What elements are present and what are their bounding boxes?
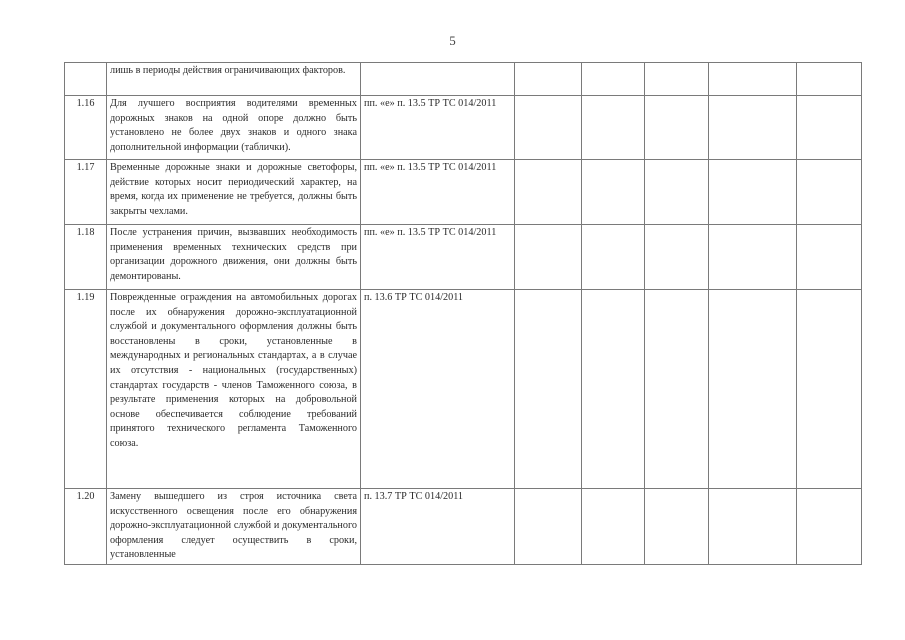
reference-text <box>361 63 515 96</box>
table-row <box>65 63 862 96</box>
empty-cell <box>709 96 797 160</box>
reference-text: пп. «е» п. 13.5 ТР ТС 014/2011 <box>361 96 515 160</box>
row-number <box>65 63 107 96</box>
reference-text: пп. «е» п. 13.5 ТР ТС 014/2011 <box>361 160 515 225</box>
empty-cell <box>515 489 582 565</box>
reference-text: п. 13.6 ТР ТС 014/2011 <box>361 290 515 489</box>
requirement-text: Временные дорожные знаки и дорожные светофоры, действие которых носит периодический характер, на время, когда их применение не требуется, должны быть закрыты чехлами. <box>107 160 361 225</box>
empty-cell <box>797 96 862 160</box>
reference-text: пп. «е» п. 13.5 ТР ТС 014/2011 <box>361 225 515 290</box>
empty-cell <box>709 225 797 290</box>
row-number: 1.20 <box>65 489 107 565</box>
empty-cell <box>645 225 709 290</box>
row-number: 1.16 <box>65 96 107 160</box>
empty-cell <box>582 160 645 225</box>
table-row <box>65 160 862 225</box>
empty-cell <box>582 225 645 290</box>
empty-cell <box>515 63 582 96</box>
empty-cell <box>645 290 709 489</box>
requirement-text: После устранения причин, вызвавших необходимость применения временных технических средств при организации дорожного движения, они должны быть демонтированы. <box>107 225 361 290</box>
empty-cell <box>645 489 709 565</box>
empty-cell <box>709 489 797 565</box>
reference-text: п. 13.7 ТР ТС 014/2011 <box>361 489 515 565</box>
empty-cell <box>709 160 797 225</box>
table-row <box>65 489 862 565</box>
row-number: 1.18 <box>65 225 107 290</box>
requirements-table <box>64 62 862 565</box>
requirement-text: Поврежденные ограждения на автомобильных дорогах после их обнаружения дорожно-эксплуатационной службой и документального оформления должны быть восстановлены в сроки, установленные в международных и региональных стандартах, а в случае их отсутствия - национальных (государственных) стандартах государств - членов Таможенного союза, в результате применения которых на добровольной основе обеспечивается соблюдение требований принятого технического регламента Таможенного союза. <box>107 290 361 489</box>
page-number: 5 <box>449 33 456 48</box>
empty-cell <box>515 160 582 225</box>
empty-cell <box>515 290 582 489</box>
empty-cell <box>709 63 797 96</box>
empty-cell <box>645 63 709 96</box>
requirement-text: лишь в периоды действия ограничивающих факторов. <box>107 63 361 96</box>
table-row <box>65 225 862 290</box>
requirement-text: Для лучшего восприятия водителями временных дорожных знаков на одной опоре должно быть установлено не более двух знаков и одного знака дополнительной информации (таблички). <box>107 96 361 160</box>
empty-cell <box>582 63 645 96</box>
empty-cell <box>709 290 797 489</box>
empty-cell <box>797 160 862 225</box>
empty-cell <box>645 96 709 160</box>
empty-cell <box>582 290 645 489</box>
table-row <box>65 290 862 489</box>
requirement-text: Замену вышедшего из строя источника света искусственного освещения после его обнаружения дорожно-эксплуатационной службой и документального оформления следует осуществить в сроки, установленные <box>107 489 361 565</box>
row-number: 1.19 <box>65 290 107 489</box>
table-row <box>65 96 862 160</box>
empty-cell <box>515 96 582 160</box>
row-number: 1.17 <box>65 160 107 225</box>
empty-cell <box>797 225 862 290</box>
empty-cell <box>515 225 582 290</box>
empty-cell <box>797 290 862 489</box>
empty-cell <box>582 489 645 565</box>
empty-cell <box>582 96 645 160</box>
empty-cell <box>645 160 709 225</box>
empty-cell <box>797 63 862 96</box>
empty-cell <box>797 489 862 565</box>
